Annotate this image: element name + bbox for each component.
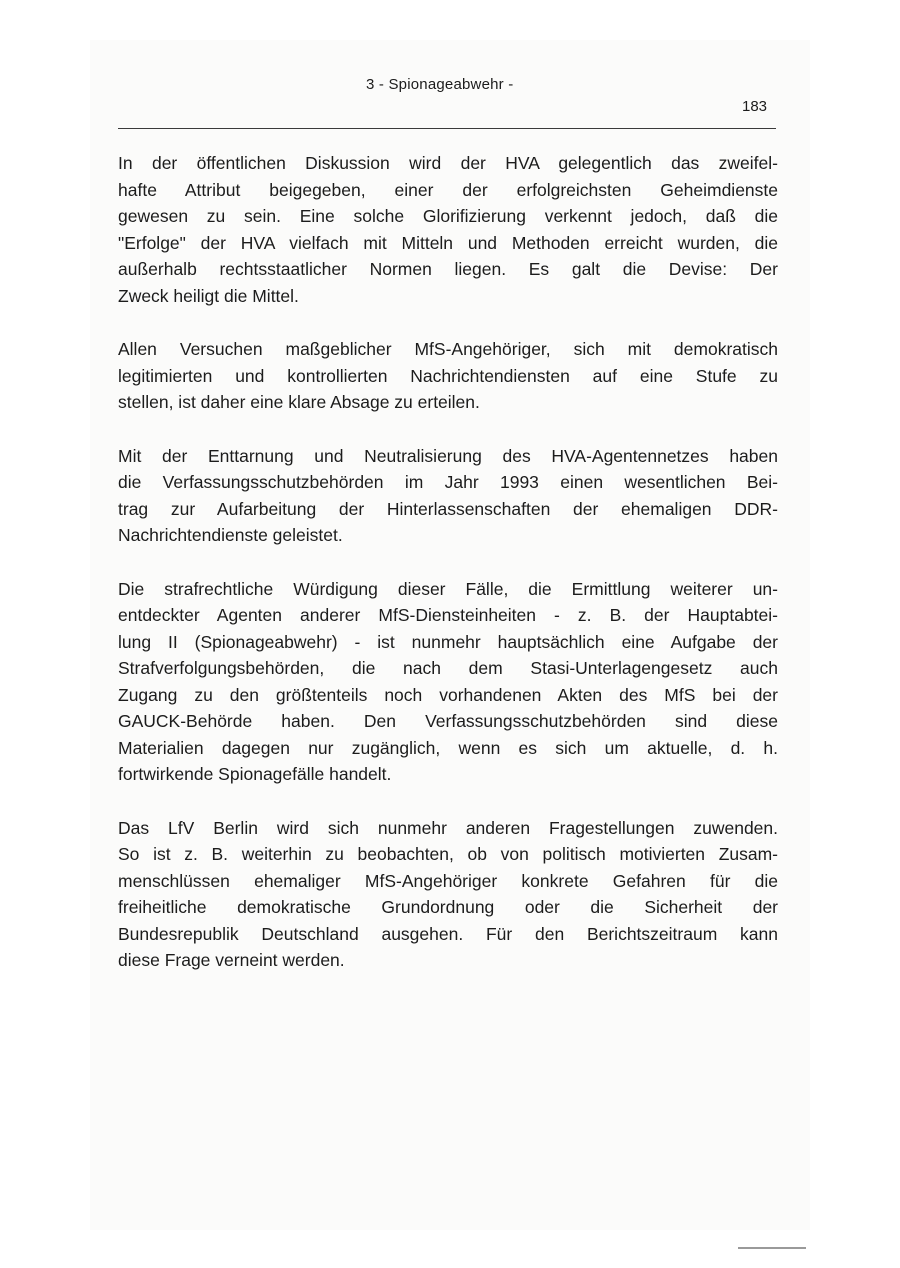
paragraph xyxy=(118,815,778,974)
text-line: entdeckter Agenten anderer MfS-Diensteinheiten - z. B. der Hauptabtei- xyxy=(118,605,778,625)
paragraph xyxy=(118,336,778,416)
text-line: Strafverfolgungsbehörden, die nach dem Stasi-Unterlagengesetz auch xyxy=(118,658,778,678)
text-line: GAUCK-Behörde haben. Den Verfassungsschutzbehörden sind diese xyxy=(118,711,778,731)
text-line: Zugang zu den größtenteils noch vorhandenen Akten des MfS bei der xyxy=(118,684,778,705)
header-rule xyxy=(118,128,776,129)
text-line: Bundesrepublik Deutschland ausgehen. Für den Berichtszeitraum kann xyxy=(118,923,778,944)
paragraph xyxy=(118,576,778,788)
text-line: Mit der Enttarnung und Neutralisierung des HVA-Agentennetzes haben xyxy=(118,445,778,466)
text-line: freiheitliche demokratische Grundordnung oder die Sicherheit der xyxy=(118,897,778,917)
text-line: legitimierten und kontrollierten Nachrichtendiensten auf eine Stufe zu xyxy=(118,365,778,386)
paragraph xyxy=(118,150,778,309)
text-line: trag zur Aufarbeitung der Hinterlassenschaften der ehemaligen DDR- xyxy=(118,498,778,519)
text-line: hafte Attribut beigegeben, einer der erfolgreichsten Geheimdienste xyxy=(118,179,778,200)
paragraph xyxy=(118,443,778,549)
text-line: lung II (Spionageabwehr) - ist nunmehr hauptsächlich eine Aufgabe der xyxy=(118,631,778,652)
page-number: 183 xyxy=(742,98,768,115)
text-line: Allen Versuchen maßgeblicher MfS-Angehöriger, sich mit demokratisch xyxy=(118,339,778,359)
text-line: stellen, ist daher eine klare Absage zu erteilen. xyxy=(118,392,480,412)
text-line: Zweck heiligt die Mittel. xyxy=(118,285,299,306)
text-line: außerhalb rechtsstaatlicher Normen liegen. Es galt die Devise: Der xyxy=(118,259,778,279)
text-line: gewesen zu sein. Eine solche Glorifizierung verkennt jedoch, daß die xyxy=(118,206,778,226)
text-line: Die strafrechtliche Würdigung dieser Fälle, die Ermittlung weiterer un- xyxy=(118,578,778,599)
text-line: Materialien dagegen nur zugänglich, wenn es sich um aktuelle, d. h. xyxy=(118,737,778,758)
text-line: In der öffentlichen Diskussion wird der HVA gelegentlich das zweifel- xyxy=(118,153,778,173)
text-line: diese Frage verneint werden. xyxy=(118,950,345,970)
text-line: fortwirkende Spionagefälle handelt. xyxy=(118,764,392,784)
body-text xyxy=(118,150,778,1001)
text-line: "Erfolge" der HVA vielfach mit Mitteln und Methoden erreicht wurden, die xyxy=(118,232,778,253)
scan-edge-mark xyxy=(738,1247,806,1249)
text-line: Das LfV Berlin wird sich nunmehr anderen Fragestellungen zuwenden. xyxy=(118,817,778,838)
text-line: Nachrichtendienste geleistet. xyxy=(118,525,343,545)
running-header: 3 - Spionageabwehr - xyxy=(366,76,514,93)
text-line: So ist z. B. weiterhin zu beobachten, ob von politisch motivierten Zusam- xyxy=(118,844,778,864)
text-line: menschlüssen ehemaliger MfS-Angehöriger konkrete Gefahren für die xyxy=(118,870,778,891)
text-line: die Verfassungsschutzbehörden im Jahr 1993 einen wesentlichen Bei- xyxy=(118,472,778,492)
